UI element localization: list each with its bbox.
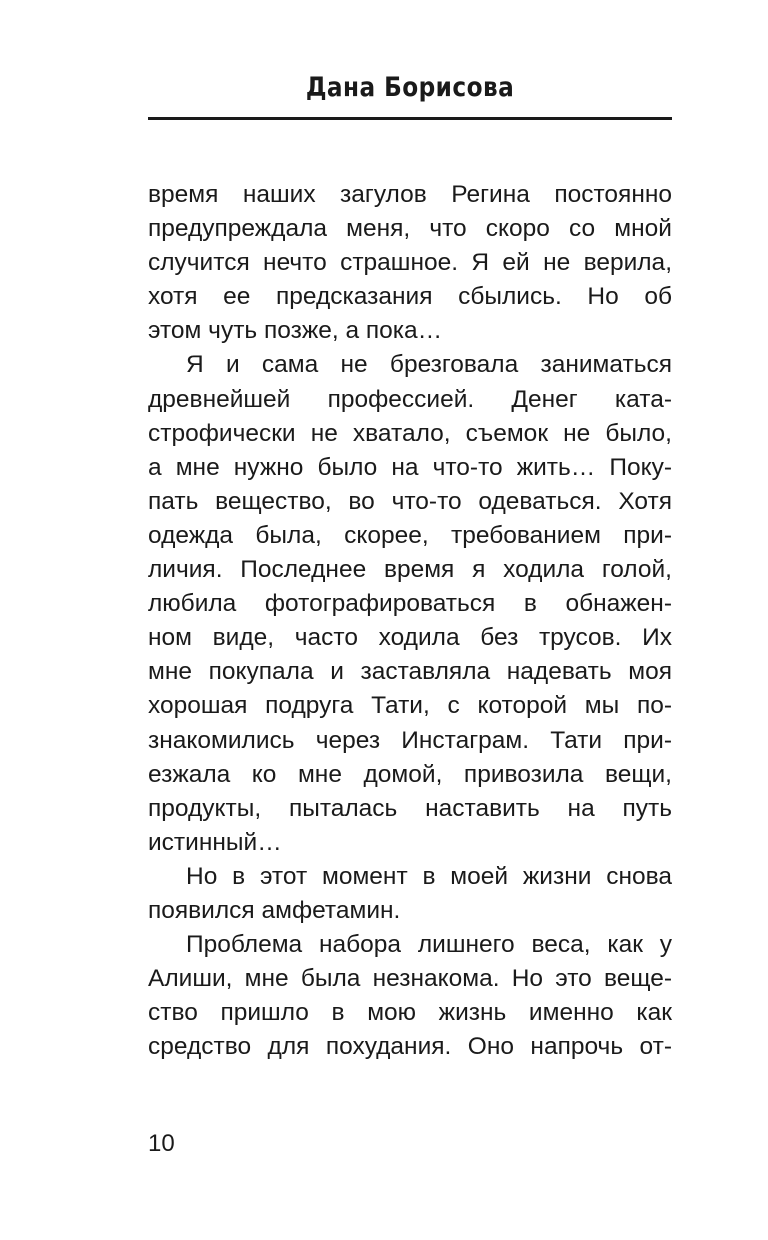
text-line: случится нечто страшное. Я ей не верила, bbox=[148, 249, 672, 277]
text-line: ном виде, часто ходила без трусов. Их bbox=[148, 624, 672, 652]
text-line: хорошая подруга Тати, с которой мы по- bbox=[148, 692, 672, 720]
paragraph-first-line: Проблема набора лишнего веса, как у bbox=[186, 931, 672, 959]
running-head-author: Дана Борисова bbox=[305, 72, 515, 103]
text-line: появился амфетамин. bbox=[148, 896, 401, 924]
text-line: средство для похудания. Оно напрочь от- bbox=[148, 1033, 672, 1061]
text-line: Алиши, мне была незнакома. Но это веще- bbox=[148, 965, 672, 993]
text-line: хотя ее предсказания сбылись. Но об bbox=[148, 283, 672, 311]
text-line: знакомились через Инстаграм. Тати при- bbox=[148, 726, 672, 754]
text-line: продукты, пыталась наставить на путь bbox=[148, 794, 672, 822]
paragraph-first-line: Я и сама не брезговала заниматься bbox=[186, 351, 672, 379]
text-line: истинный… bbox=[148, 828, 282, 856]
text-line: личия. Последнее время я ходила голой, bbox=[148, 556, 672, 584]
text-line: одежда была, скорее, требованием при- bbox=[148, 521, 672, 549]
paragraph-first-line: Но в этот момент в моей жизни снова bbox=[186, 862, 672, 890]
text-line: любила фотографироваться в обнажен- bbox=[148, 590, 672, 618]
header-rule bbox=[148, 117, 672, 120]
body-text bbox=[148, 178, 672, 1064]
text-line: строфически не хватало, съемок не было, bbox=[148, 419, 672, 447]
text-line: предупреждала меня, что скоро со мной bbox=[148, 215, 672, 243]
text-line: а мне нужно было на что-то жить… Поку- bbox=[148, 453, 672, 481]
page-number: 10 bbox=[148, 1130, 175, 1157]
text-line: древнейшей профессией. Денег ката- bbox=[148, 385, 672, 413]
text-line: ство пришло в мою жизнь именно как bbox=[148, 999, 672, 1027]
text-line: езжала ко мне домой, привозила вещи, bbox=[148, 760, 672, 788]
text-line: этом чуть позже, а пока… bbox=[148, 317, 443, 345]
text-line: время наших загулов Регина постоянно bbox=[148, 181, 672, 208]
text-line: мне покупала и заставляла надевать моя bbox=[148, 658, 672, 686]
text-line: пать вещество, во что-то одеваться. Хотя bbox=[148, 487, 672, 515]
